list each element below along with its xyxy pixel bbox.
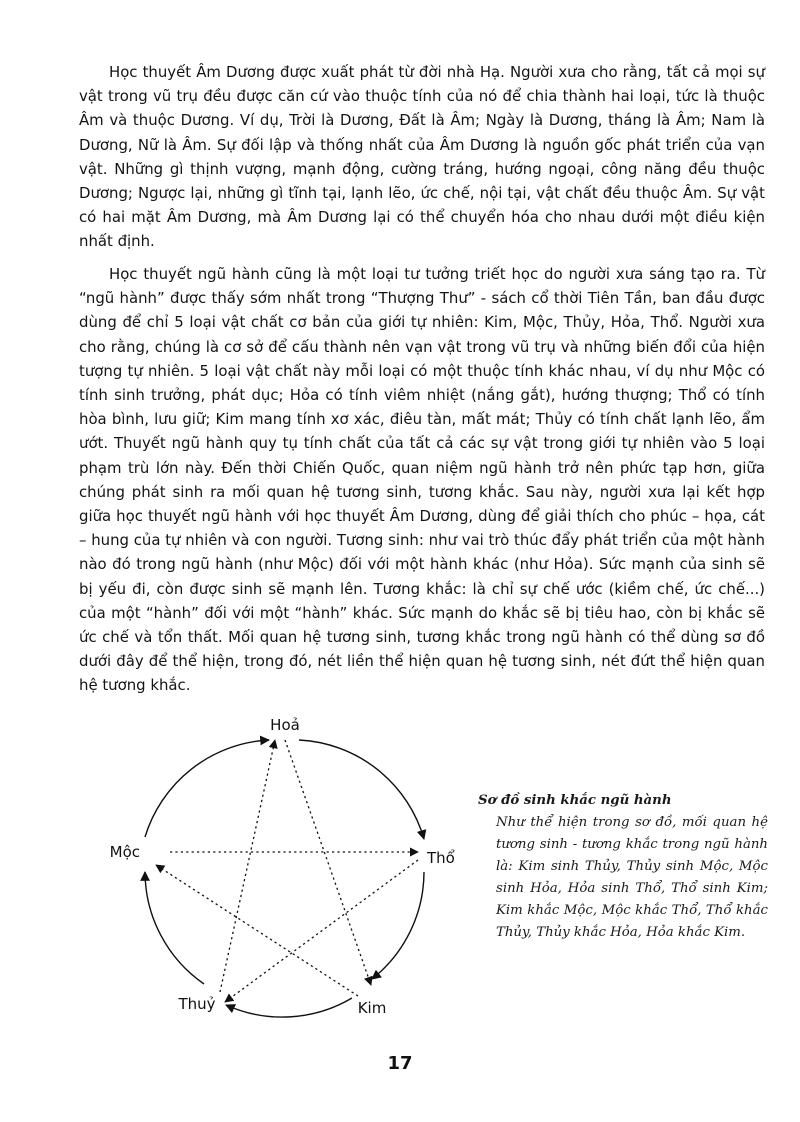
five-elements-diagram — [100, 702, 460, 1032]
diagram-caption — [478, 790, 768, 944]
generating-cycle-arcs — [145, 740, 424, 1017]
label-fire: Hoả — [270, 716, 300, 734]
arc-earth-to-metal — [372, 872, 424, 979]
caption-body: Như thể hiện trong sơ đồ, mối quan hệ tương sinh - tương khắc trong ngũ hành là: Kim sinh Thủy, Thủy sinh Mộc, Mộc sinh Hỏa, Hỏa sinh Thổ, Thổ sinh Kim; Kim khắc Mộc, Mộc khắc Thổ, Thổ khắc Thủy, Thủy khắc Hỏa, Hỏa khắc Kim. — [496, 815, 768, 940]
arc-metal-to-water — [226, 998, 352, 1017]
arc-wood-to-fire — [145, 740, 269, 837]
line-earth-to-water — [225, 860, 418, 1002]
paragraph-yin-yang: Học thuyết Âm Dương được xuất phát từ đời nhà Hạ. Người xưa cho rằng, tất cả mọi sự vật trong vũ trụ đều được căn cứ vào thuộc tính của nó để chia thành hai loại, tức là thuộc Âm và thuộc Dương. Ví dụ, Trời là Dương, Đất là Âm; Ngày là Dương, tháng là Âm; Nam là Dương, Nữ là Âm. Sự đối lập và thống nhất của Âm Dương là nguồn gốc phát triển của vạn vật. Những gì thịnh vượng, mạnh động, cường tráng, hướng ngoại, công năng đều thuộc Dương; Ngược lại, những gì tĩnh tại, lạnh lẽo, ức chế, nội tại, vật chất đều thuộc Âm. Sự vật có hai mặt Âm Dương, mà Âm Dương lại có thể chuyển hóa cho nhau dưới một điều kiện nhất định. — [79, 63, 765, 251]
line-water-to-fire — [220, 740, 275, 992]
arc-water-to-wood — [145, 872, 204, 984]
paragraph-five-elements: Học thuyết ngũ hành cũng là một loại tư tưởng triết học do người xưa sáng tạo ra. Từ “ngũ hành” được thấy sớm nhất trong “Thượng Thư” - sách cổ thời Tiên Tần, ban đầu được dùng để chỉ 5 loại vật chất cơ bản của giới tự nhiên: Kim, Mộc, Thủy, Hỏa, Thổ. Người xưa cho rằng, chúng là cơ sở để cấu thành nên vạn vật trong vũ trụ và những biến đổi của hiện tượng tự nhiên. 5 loại vật chất này mỗi loại có một thuộc tính khác nhau, ví dụ như Mộc có tính sinh trưởng, phát dục; Hỏa có tính viêm nhiệt (nắng gắt), hướng thượng; Thổ có tính hòa bình, lưu giữ; Kim mang tính xơ xác, điêu tàn, mất mát; Thủy có tính chất lạnh lẽo, ẩm ướt. Thuyết ngũ hành quy tụ tính chất của tất cả các sự vật trong giới tự nhiên vào 5 loại phạm trù lớn này. Đến thời Chiến Quốc, quan niệm ngũ hành trở nên phức tạp hơn, giữa chúng phát sinh ra mối quan hệ tương sinh, tương khắc. Sau này, người xưa lại kết hợp giữa học thuyết ngũ hành với học thuyết Âm Dương, dùng để giải thích cho phúc – họa, cát – hung của tự nhiên và con người. Tương sinh: như vai trò thúc đẩy phát triển của một hành nào đó trong ngũ hành (như Mộc) đối với một hành khác (như Hỏa). Sức mạnh của sinh sẽ bị yếu đi, còn được sinh sẽ mạnh lên. Tương khắc: là chỉ sự chế ước (kiềm chế, ức chế...) của một “hành” đối với một “hành” khác. Sức mạnh do khắc sẽ bị tiêu hao, còn bị khắc sẽ ức chế và tổn thất. Mối quan hệ tương sinh, tương khắc trong ngũ hành có thể dùng sơ đồ dưới đây để thể hiện, trong đó, nét liền thể hiện quan hệ tương sinh, nét đứt thể hiện quan hệ tương khắc. — [79, 265, 765, 695]
arc-fire-to-earth — [299, 740, 424, 839]
label-earth: Thổ — [427, 849, 455, 867]
line-metal-to-wood — [156, 865, 358, 996]
label-metal: Kim — [357, 999, 387, 1017]
controlling-cycle-lines — [156, 740, 418, 1002]
page-number: 17 — [387, 1053, 413, 1074]
label-wood: Mộc — [109, 843, 140, 861]
label-water: Thuỷ — [178, 995, 216, 1013]
line-fire-to-metal — [285, 740, 371, 985]
caption-title: Sơ đồ sinh khắc ngũ hành — [478, 793, 672, 808]
